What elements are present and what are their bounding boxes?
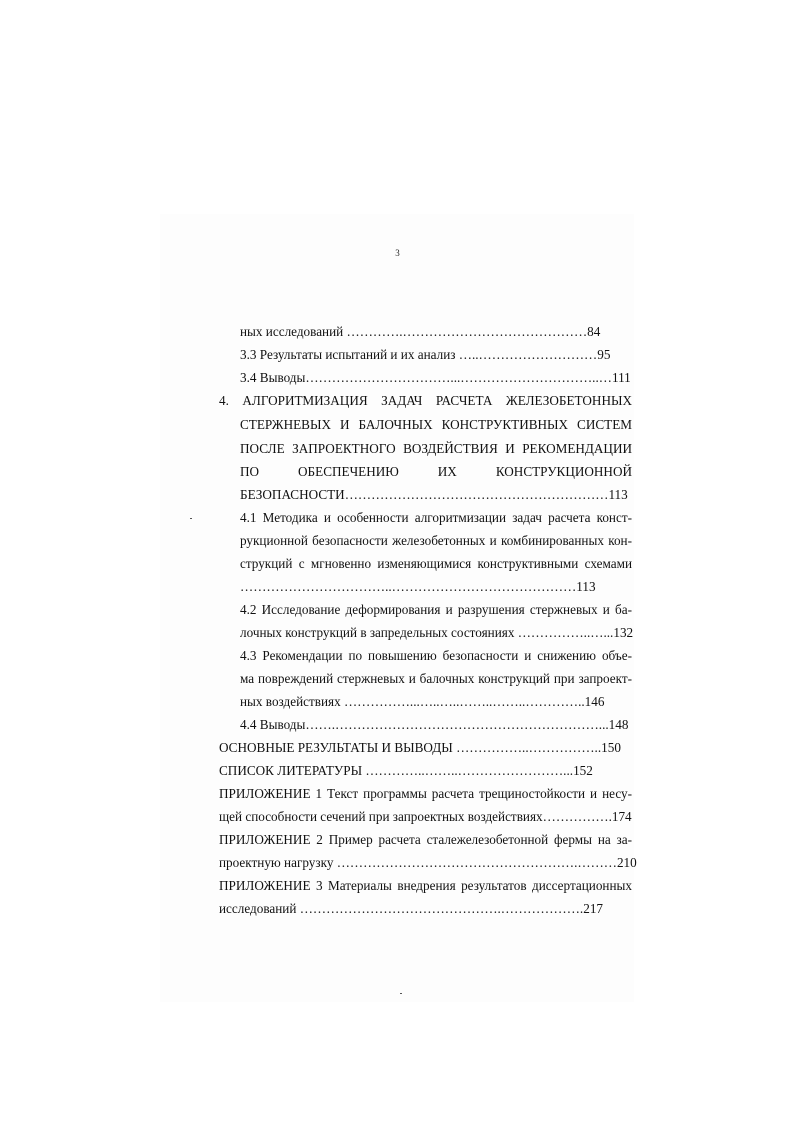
toc-line-3-3: 3.3 Результаты испытаний и их анализ …..………………………95 bbox=[240, 347, 611, 362]
toc-line-3-4: 3.4 Выводы……………………………...…………………………..…111 bbox=[240, 370, 631, 385]
scan-speck bbox=[190, 518, 192, 519]
toc-4-1-line-1: 4.1 Методика и особенности алгоритмизации задач расчета конст- bbox=[240, 510, 632, 525]
toc-chapter-4-line-1: 4. АЛГОРИТМИЗАЦИЯ ЗАДАЧ РАСЧЕТА ЖЕЛЕЗОБЕТОННЫХ bbox=[219, 393, 632, 408]
toc-appendix-2-line-1: ПРИЛОЖЕНИЕ 2 Пример расчета сталежелезобетонной фермы на за- bbox=[219, 832, 632, 847]
toc-appendix-2-line-2: проектную нагрузку ……………………………………………….………210 bbox=[219, 855, 637, 870]
toc-chapter-4-line-3: ПОСЛЕ ЗАПРОЕКТНОГО ВОЗДЕЙСТВИЯ И РЕКОМЕНДАЦИИ bbox=[240, 441, 632, 456]
toc-4-1-line-2: рукционной безопасности железобетонных и комбинированных кон- bbox=[240, 533, 632, 548]
toc-4-2-line-2: лочных конструкций в запредельных состояниях ……………..…...132 bbox=[240, 625, 634, 640]
toc-4-1-line-3: струкций с мгновенно изменяющимися конструктивными схемами bbox=[240, 556, 632, 571]
toc-4-2-line-1: 4.2 Исследование деформирования и разрушения стержневых и ба- bbox=[240, 602, 632, 617]
toc-4-3-line-1: 4.3 Рекомендации по повышению безопасности и снижению объе- bbox=[240, 648, 632, 663]
toc-appendix-1-line-1: ПРИЛОЖЕНИЕ 1 Текст программы расчета трещиностойкости и несу- bbox=[219, 786, 632, 801]
toc-appendix-1-line-2: щей способности сечений при запроектных воздействиях…………….174 bbox=[219, 809, 632, 824]
toc-4-1-line-4: ……………………………..……………………………………113 bbox=[240, 579, 596, 594]
toc-chapter-4-line-2: СТЕРЖНЕВЫХ И БАЛОЧНЫХ КОНСТРУКТИВНЫХ СИСТЕМ bbox=[240, 417, 632, 432]
toc-4-3-line-3: ных воздействиях ……………...…..…..……..……..…………..146 bbox=[240, 694, 605, 709]
toc-appendix-3-line-1: ПРИЛОЖЕНИЕ 3 Материалы внедрения результатов диссертационных bbox=[219, 878, 632, 893]
toc-4-4: 4.4 Выводы…….……………………………………………………...148 bbox=[240, 717, 629, 732]
toc-appendix-3-line-2: исследований ……………………………………….……………….217 bbox=[219, 901, 604, 916]
toc-main-results: ОСНОВНЫЕ РЕЗУЛЬТАТЫ И ВЫВОДЫ ……………..……………..150 bbox=[219, 740, 621, 755]
toc-chapter-4-line-5: БЕЗОПАСНОСТИ……………………………………………………113 bbox=[240, 487, 628, 502]
page-number: 3 bbox=[395, 248, 400, 258]
toc-references: СПИСОК ЛИТЕРАТУРЫ …………..……..……………………...152 bbox=[219, 763, 593, 778]
toc-line-cont-3-2: ных исследований ………….……………………………………84 bbox=[240, 324, 601, 339]
toc-4-3-line-2: ма повреждений стержневых и балочных конструкций при запроект- bbox=[240, 671, 632, 686]
scan-speck bbox=[400, 993, 402, 994]
toc-chapter-4-line-4: ПО ОБЕСПЕЧЕНИЮ ИХ КОНСТРУКЦИОННОЙ bbox=[240, 464, 632, 479]
